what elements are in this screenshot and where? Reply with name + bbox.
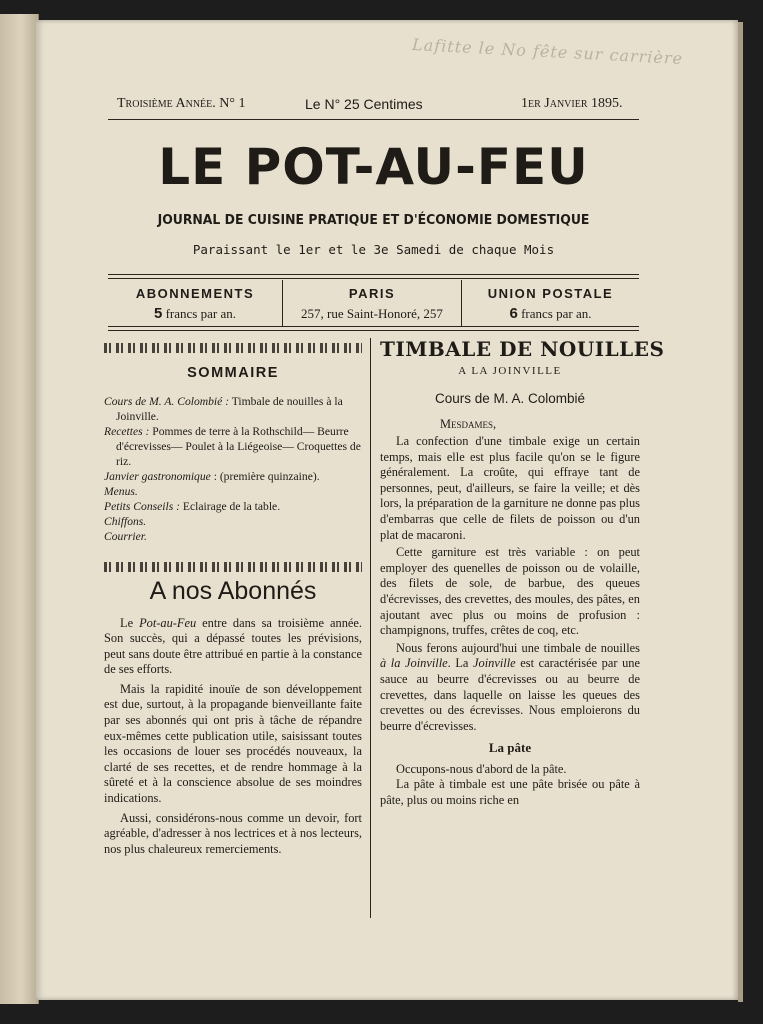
box-head: ABONNEMENTS bbox=[135, 286, 255, 301]
masthead-title: LE POT-AU-FEU bbox=[158, 138, 589, 196]
page-edge bbox=[738, 22, 743, 1002]
sommaire-title: SOMMAIRE bbox=[187, 365, 279, 381]
column-divider bbox=[370, 338, 371, 918]
toc-entry: Janvier gastronomique : (première quinzaine). bbox=[104, 469, 320, 483]
timbale-subtitle: A LA JOINVILLE bbox=[458, 364, 562, 377]
toc-entry: Petits Conseils : Eclairage de la table. bbox=[104, 499, 281, 513]
box-text: francs par an. bbox=[517, 306, 592, 321]
postal-union-box bbox=[462, 280, 639, 326]
box-number: 5 bbox=[154, 305, 163, 322]
publication-frequency: Paraissant le 1er et le 3e Samedi de chaque Mois bbox=[192, 242, 555, 257]
timbale-article bbox=[380, 337, 665, 809]
issue-date: 1er Janvier 1895. bbox=[521, 96, 623, 111]
timbale-title: TIMBALE DE NOUILLES bbox=[380, 337, 665, 361]
issue-price: Le N° 25 Centimes bbox=[305, 96, 423, 112]
toc-entry: Cours de M. A. Colombié : Timbale de nouilles à la Joinville. bbox=[104, 394, 343, 423]
article-paragraph: La pâte à timbale est une pâte brisée ou pâte à pâte, plus ou moins riche en bbox=[380, 777, 640, 808]
article-paragraph: Nous ferons aujourd'hui une timbale de nouilles à la Joinville. La Joinville est caractérisée par une sauce au beurre d'écrevisses ou au beurre de crevettes, dans laquelle on laisse les queues des crevettes ou des écrevisses. Nous emploierons du beurre d'écrevisses. bbox=[380, 640, 640, 733]
sommaire-section bbox=[104, 366, 362, 544]
ornament-rule bbox=[104, 562, 362, 572]
pencil-annotation: Lafitte le No fête sur carrière bbox=[411, 34, 684, 69]
box-rule-top bbox=[108, 274, 639, 275]
paris-box bbox=[283, 280, 461, 326]
cours-heading: Cours de M. A. Colombié bbox=[434, 391, 586, 406]
article-paragraph: Cette garniture est très variable : on peut employer des quenelles de poisson ou de volaille, des filets de sole, de barbue, des queues d'écrevisses, des crevettes, des moules, des pâtes, en ajoutant avec plus ou moins de profusion : champignons, truffes, crêtes de coq, etc. bbox=[380, 545, 640, 638]
article-paragraph: Aussi, considérons-nous comme un devoir, fort agréable, d'adresser à nos lectrices et à nos lecteurs, nos plus chaleureux remerciements. bbox=[104, 810, 362, 856]
subscription-box bbox=[108, 280, 282, 326]
box-rule-top-2 bbox=[108, 278, 639, 279]
box-number: 6 bbox=[509, 305, 518, 322]
box-text: 257, rue Saint-Honoré, 257 bbox=[301, 306, 443, 321]
box-text: francs par an. bbox=[162, 306, 236, 321]
salutation: Mesdames, bbox=[440, 416, 497, 431]
pate-heading: La pâte bbox=[488, 740, 532, 756]
toc-entry: Courrier. bbox=[104, 529, 147, 543]
box-head: PARIS bbox=[348, 286, 396, 301]
article-paragraph: Occupons-nous d'abord de la pâte. bbox=[396, 761, 567, 776]
box-rule-bottom-2 bbox=[108, 330, 639, 331]
box-rule-bottom bbox=[108, 326, 639, 327]
abonnes-article bbox=[104, 577, 362, 857]
toc-entry: Menus. bbox=[104, 484, 138, 498]
toc-entry: Chiffons. bbox=[104, 514, 147, 528]
book-spine bbox=[0, 14, 39, 1004]
abonnes-title: A nos Abonnés bbox=[149, 577, 317, 605]
masthead-subtitle: JOURNAL DE CUISINE PRATIQUE ET D'ÉCONOMIE DOMESTIQUE bbox=[157, 212, 590, 228]
box-head: UNION POSTALE bbox=[487, 286, 614, 301]
article-paragraph: Le Pot-au-Feu entre dans sa troisième année. Son succès, qui a dépassé toutes les prévisions, peut sans doute être attribué en partie à la constance de ses efforts. bbox=[104, 615, 362, 677]
article-paragraph: Mais la rapidité inouïe de son développement est due, surtout, à la propagande bienveillante faite par ses abonnés qui ont pris à tâche de répandre eux-mêmes cette publication utile, saisissant toutes les occasions de louer ses procédés nouveaux, la clarté de ses recettes, et de rendre hommage à la sûreté et à la conscience absolue de ses moindres indications. bbox=[104, 681, 362, 806]
toc-entry: Recettes : Pommes de terre à la Rothschild— Beurre d'écrevisses— Poulet à la Liégeoise— Croquettes de riz. bbox=[104, 424, 361, 468]
article-paragraph: La confection d'une timbale exige un certain temps, mais elle est plus facile qu'on se le figure généralement. La croûte, qui effraye tant de personnes, peut, d'ailleurs, se faire la veille; et dès lors, la préparation de la garniture ne donne pas plus d'embarras que celle de filets de poisson ou d'un plat de macaroni. bbox=[380, 434, 640, 542]
year-issue: Troisième Année. N° 1 bbox=[117, 96, 246, 111]
header-rule bbox=[108, 119, 639, 120]
ornament-rule bbox=[104, 343, 362, 353]
